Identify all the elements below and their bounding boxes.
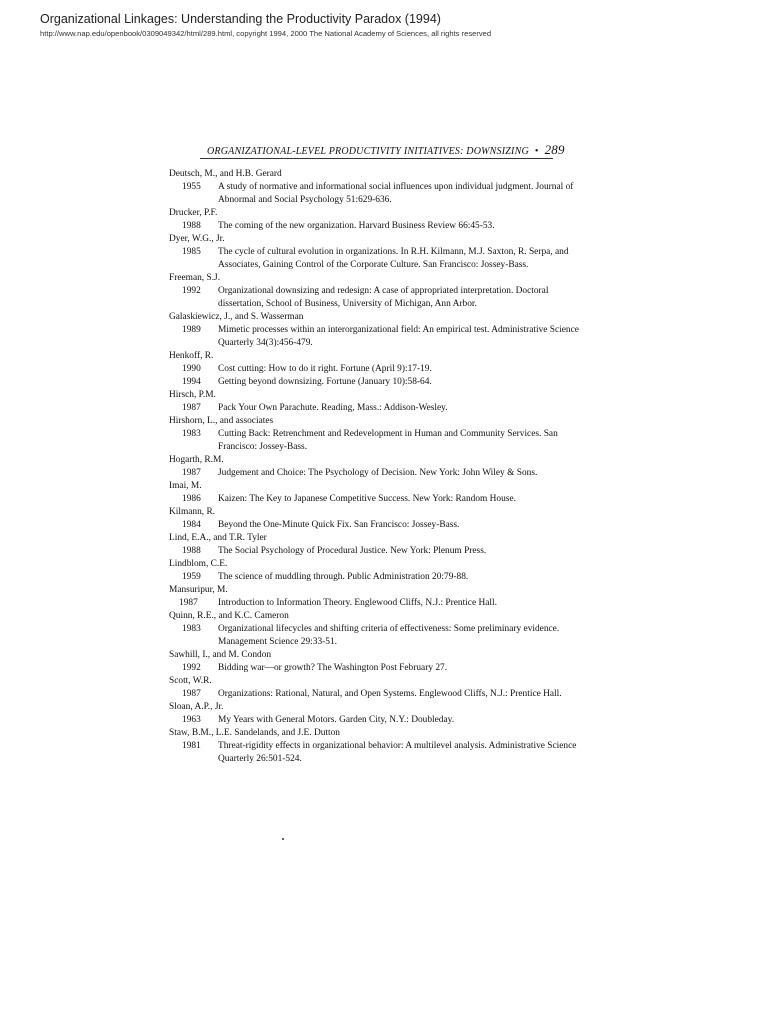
reference-entry: [169, 402, 584, 415]
scan-speck: [282, 838, 284, 840]
reference-author: Imai, M.: [169, 481, 202, 491]
source-url[interactable]: http://www.nap.edu/openbook/0309049342/html/289.html, copyright 1994, 2000 The National Academy of Sciences, all rights reserved: [40, 29, 492, 38]
reference-entry: [169, 220, 584, 233]
reference-author: Lindblom, C.E.: [169, 559, 228, 569]
reference-entry: [169, 376, 584, 389]
reference-year: 1984: [182, 520, 201, 530]
reference-year: 1985: [182, 247, 201, 257]
reference-author: Lind, E.A., and T.R. Tyler: [169, 533, 267, 543]
reference-entry: [169, 662, 584, 675]
reference-author: Henkoff, R.: [169, 351, 214, 361]
reference-year: 1987: [182, 689, 201, 699]
reference-text: Bidding war—or growth? The Washington Post February 27.: [218, 663, 448, 673]
reference-text: Organizational lifecycles and shifting criteria of effectiveness: Some preliminary evidence. Management Science 29:33-51.: [218, 624, 560, 647]
reference-year: 1994: [182, 377, 201, 387]
running-head: [207, 142, 565, 158]
reference-text: Cost cutting: How to do it right. Fortune (April 9):17-19.: [218, 364, 432, 374]
reference-year: 1955: [182, 182, 201, 192]
reference-entry: [169, 467, 584, 480]
reference-text: The Social Psychology of Procedural Justice. New York: Plenum Press.: [218, 546, 487, 556]
reference-entry: [169, 181, 584, 207]
reference-text: Kaizen: The Key to Japanese Competitive Success. New York: Random House.: [218, 494, 516, 504]
reference-entry: [169, 714, 584, 727]
reference-author: Kilmann, R.: [169, 507, 216, 517]
reference-text: Pack Your Own Parachute. Reading, Mass.: Addison-Wesley.: [218, 403, 448, 413]
reference-entry: [169, 519, 584, 532]
reference-entry: [169, 545, 584, 558]
reference-entry: [169, 324, 584, 350]
reference-year: 1990: [182, 364, 201, 374]
reference-author: Freeman, S.J.: [169, 273, 221, 283]
reference-text: The coming of the new organization. Harvard Business Review 66:45-53.: [218, 221, 495, 231]
reference-text: Judgement and Choice: The Psychology of Decision. New York: John Wiley & Sons.: [218, 468, 538, 478]
reference-author: Hogarth, R.M.: [169, 455, 224, 465]
reference-entry: [169, 571, 584, 584]
reference-entry: [169, 740, 584, 766]
reference-text: Introduction to Information Theory. Englewood Cliffs, N.J.: Prentice Hall.: [218, 598, 497, 608]
reference-author: Sloan, A.P., Jr.: [169, 702, 224, 712]
bullet-icon: •: [534, 146, 539, 157]
reference-year: 1983: [182, 624, 201, 634]
reference-author: Quinn, R.E., and K.C. Cameron: [169, 611, 289, 621]
reference-year: 1987: [179, 598, 198, 608]
reference-author: Mansuripur, M.: [169, 585, 228, 595]
reference-author: Deutsch, M., and H.B. Gerard: [169, 169, 282, 179]
reference-text: Organizational downsizing and redesign: A case of appropriated interpretation. Doctoral dissertation, School of Business, University of Michigan, Ann Arbor.: [218, 286, 549, 309]
reference-year: 1986: [182, 494, 201, 504]
header-rule: [200, 158, 553, 159]
reference-entry: [169, 597, 584, 610]
reference-text: Organizations: Rational, Natural, and Open Systems. Englewood Cliffs, N.J.: Prentice Hall.: [218, 689, 562, 699]
reference-entry: [169, 623, 584, 649]
reference-text: Threat-rigidity effects in organizational behavior: A multilevel analysis. Administrative Science Quarterly 26:501-524.: [218, 741, 577, 764]
reference-year: 1983: [182, 429, 201, 439]
reference-author: Hirshorn, L., and associates: [169, 416, 274, 426]
running-head-text: ORGANIZATIONAL-LEVEL PRODUCTIVITY INITIATIVES: DOWNSIZING: [207, 146, 529, 157]
reference-text: The science of muddling through. Public Administration 20:79-88.: [218, 572, 469, 582]
reference-list: [169, 168, 584, 766]
reference-text: My Years with General Motors. Garden City, N.Y.: Doubleday.: [218, 715, 455, 725]
reference-entry: [169, 493, 584, 506]
reference-author: Scott, W.R.: [169, 676, 212, 686]
page-number: 289: [544, 142, 565, 157]
reference-author: Sawhill, I., and M. Condon: [169, 650, 272, 660]
reference-text: The cycle of cultural evolution in organizations. In R.H. Kilmann, M.J. Saxton, R. Serpa, and Associates, Gaining Control of the Corporate Culture. San Francisco: Jossey-Bass.: [218, 247, 569, 270]
document-title: Organizational Linkages: Understanding the Productivity Paradox (1994): [40, 12, 441, 26]
reference-text: Beyond the One-Minute Quick Fix. San Francisco: Jossey-Bass.: [218, 520, 460, 530]
reference-text: Cutting Back: Retrenchment and Redevelopment in Human and Community Services. San Francisco: Jossey-Bass.: [218, 429, 558, 452]
reference-text: A study of normative and informational social influences upon individual judgment. Journal of Abnormal and Social Psychology 51:629-636.: [218, 182, 574, 205]
reference-text: Mimetic processes within an interorganizational field: An empirical test. Administrative Science Quarterly 34(3):456-479.: [218, 325, 579, 348]
reference-entry: [169, 285, 584, 311]
reference-year: 1981: [182, 741, 201, 751]
reference-author: Staw, B.M., L.E. Sandelands, and J.E. Dutton: [169, 728, 340, 738]
reference-entry: [169, 363, 584, 376]
reference-year: 1992: [182, 663, 201, 673]
reference-year: 1959: [182, 572, 201, 582]
reference-author: Hirsch, P.M.: [169, 390, 216, 400]
reference-text: Getting beyond downsizing. Fortune (January 10):58-64.: [218, 377, 432, 387]
reference-year: 1988: [182, 221, 201, 231]
reference-author: Dyer, W.G., Jr.: [169, 234, 225, 244]
reference-year: 1987: [182, 468, 201, 478]
reference-year: 1987: [182, 403, 201, 413]
reference-author: Drucker, P.F.: [169, 208, 218, 218]
reference-year: 1963: [182, 715, 201, 725]
reference-year: 1992: [182, 286, 201, 296]
reference-author: Galaskiewicz, J., and S. Wasserman: [169, 312, 304, 322]
reference-year: 1988: [182, 546, 201, 556]
reference-entry: [169, 246, 584, 272]
reference-entry: [169, 428, 584, 454]
reference-entry: [169, 688, 584, 701]
reference-year: 1989: [182, 325, 201, 335]
